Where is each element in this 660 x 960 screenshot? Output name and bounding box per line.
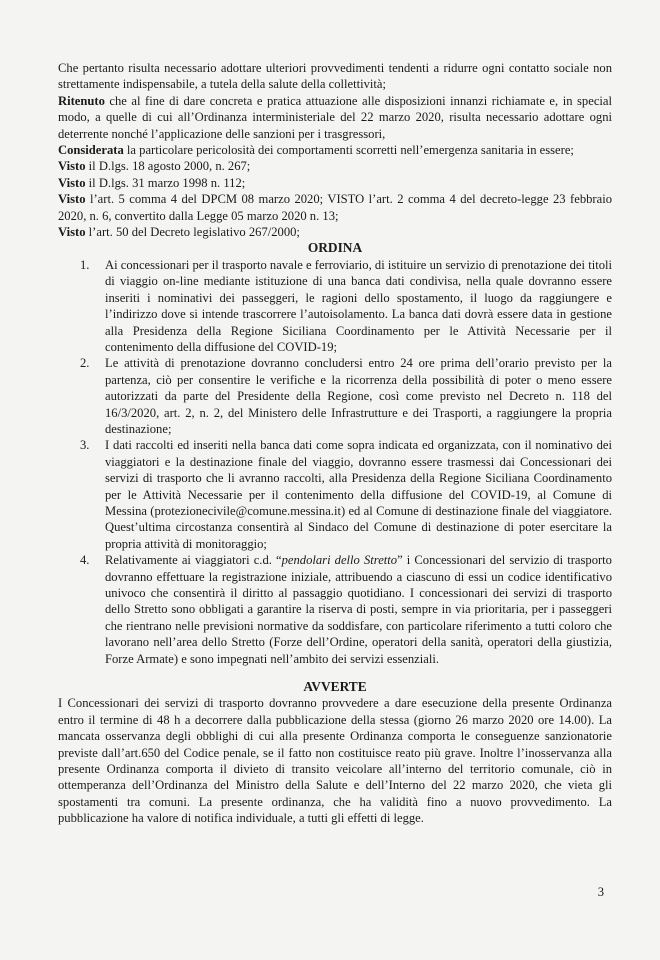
list-item-text-before: Relativamente ai viaggiatori c.d. “ — [105, 553, 282, 568]
keyword-visto-4: Visto — [58, 225, 86, 240]
list-item-number: 4. — [80, 553, 90, 568]
heading-avverte: AVVERTE — [303, 679, 367, 695]
list-item — [80, 355, 612, 437]
list-item-text: Le attività di prenotazione dovranno concludersi entro 24 ore prima dell’orario previsto per la partenza, ciò per consentire le verifiche e la ricorrenza della possibilità di poter o meno essere autorizzati da parte del Presidente della Regione, così come previsto nel Decreto n. 118 del 16/3/2020, art. 2, n. 2, del Ministero delle Infrastrutture e dei Trasporti, a raggiungere la propria destinazione; — [105, 356, 612, 436]
paragraph-visto-4 — [58, 224, 612, 240]
page-number: 3 — [597, 885, 604, 899]
keyword-visto-1: Visto — [58, 159, 86, 174]
keyword-visto-3: Visto — [58, 192, 86, 207]
text-visto-1: il D.lgs. 18 agosto 2000, n. 267; — [85, 159, 251, 174]
heading-ordina: ORDINA — [307, 240, 363, 256]
text-ritenuto: che al fine di dare concreta e pratica attuazione alle disposizioni innanzi richiamate e, in special modo, a quelle di cui all’Ordinanza interministeriale del 22 marzo 2020, risulta necessario adottare ogni deterrente nonché l’applicazione delle sanzioni per i trasgressori, — [58, 93, 612, 141]
list-item — [80, 437, 612, 552]
paragraph-avverte: I Concessionari dei servizi di trasporto dovranno provvedere a dare esecuzione della presente Ordinanza entro il termine di 48 h a decorrere dalla pubblicazione della stessa (giorno 26 marzo 2020 ore 14.00). La mancata osservanza degli obblighi di cui alla presente Ordinanza comporta le conseguenze sanzionatorie previste dall’art.650 del Codice penale, se il fatto non costituisce reato più grave. Inoltre l’inosservanza alla presente Ordinanza comporta il divieto di transito veicolare all’interno del territorio comunale, ciò in ottemperanza dell’Ordinanza del Ministro della Salute e dell’Interno del 22 marzo 2020, che vieta gli spostamenti tra comuni. La presente ordinanza, che ha validità fino a nuovo provvedimento. La pubblicazione ha valore di notifica individuale, a tutti gli effetti di legge. — [58, 696, 612, 826]
text-considerata: la particolare pericolosità dei comportamenti scorretti nell’emergenza sanitaria in essere; — [123, 143, 574, 158]
list-item-number: 1. — [80, 257, 90, 272]
keyword-visto-2: Visto — [58, 175, 86, 190]
paragraph-considerata — [58, 142, 612, 158]
list-item-number: 3. — [80, 438, 90, 453]
keyword-ritenuto: Ritenuto — [58, 93, 105, 108]
text-visto-4: l’art. 50 del Decreto legislativo 267/2000; — [85, 225, 300, 240]
list-item — [80, 257, 612, 355]
ordina-list — [58, 257, 612, 667]
list-item-text-after: ” i Concessionari del servizio di trasporto dovranno effettuare la registrazione iniziale, attribuendo a ciascuno di essi un codice identificativo univoco che consentirà il diritto al passaggio quotidiano. I concessionari dei servizi di trasporto dello Stretto sono obbligati a garantire la riserva di posti, sempre in via prioritaria, per i passeggeri che rientrano nelle previsioni normative da soddisfare, con particolare riferimento a tutti coloro che lavorano nell’area dello Stretto (Forze dell’Ordine, operatori della sanità, operatori della giustizia, Forze Armate) e sono impegnati nell’ambito dei servizi essenziali. — [105, 553, 612, 666]
paragraph-visto-1 — [58, 158, 612, 174]
keyword-considerata: Considerata — [58, 143, 124, 158]
list-item — [80, 552, 612, 667]
paragraph-ritenuto — [58, 93, 612, 142]
paragraph-visto-2 — [58, 175, 612, 191]
list-item-number: 2. — [80, 356, 90, 371]
paragraph-che-pertanto: Che pertanto risulta necessario adottare ulteriori provvedimenti tendenti a ridurre ogni contatto sociale non strettamente indispensabile, a tutela della salute della collettività; — [58, 61, 612, 92]
list-item-text: Ai concessionari per il trasporto navale e ferroviario, di istituire un servizio di prenotazione dei titoli di viaggio on-line mediante istituzione di una banca dati condivisa, nella quale dovranno essere inseriti i nominativi dei passeggeri, le ragioni dello spostamento, il luogo da raggiungere e l’indirizzo dove si intende trascorrere l’autoisolamento. La banca dati dovrà essere data in gestione alla Presidenza della Regione Siciliana Coordinamento per le Attività Necessarie per il contenimento della diffusione del COVID-19; — [105, 257, 612, 354]
paragraph-visto-3 — [58, 191, 612, 224]
text-visto-3: l’art. 5 comma 4 del DPCM 08 marzo 2020; VISTO l’art. 2 comma 4 del decreto-legge 23 febbraio 2020, n. 6, convertito dalla Legge 05 marzo 2020 n. 13; — [58, 192, 612, 223]
text-visto-2: il D.lgs. 31 marzo 1998 n. 112; — [85, 175, 246, 190]
list-item-text: I dati raccolti ed inseriti nella banca dati come sopra indicata ed organizzata, con il nominativo dei viaggiatori e la destinazione finale del viaggio, dovranno essere trasmessi dai Concessionari dei servizi di trasporto che li avranno raccolti, alla Presidenza della Regione Siciliana Coordinamento per le Attività Necessarie per il contenimento della diffusione del COVID-19, al Comune di Messina (protezionecivile@comune.messina.it) ed al Comune di destinazione finale del viaggiatore. Quest’ultima circostanza consentirà al Sindaco del Comune di destinazione di poter esercitare la propria attività di monitoraggio; — [105, 438, 612, 551]
list-item-text-italic: pendolari dello Stretto — [281, 553, 398, 568]
